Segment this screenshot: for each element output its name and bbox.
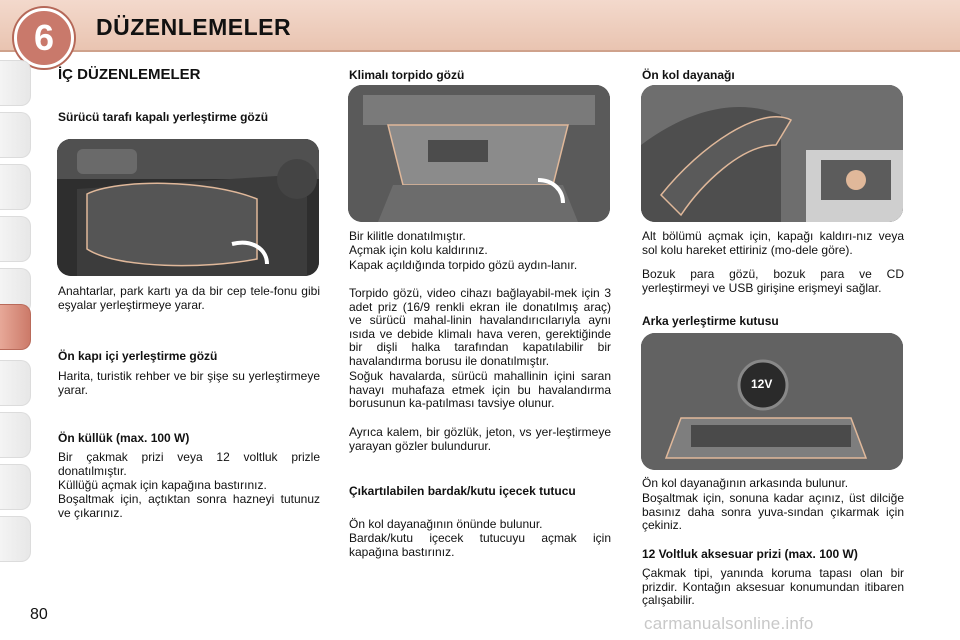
chapter-tab[interactable] xyxy=(0,516,31,562)
rear-storage-text-2: Boşaltmak için, sonuna kadar açınız, üst dilciğe basınız daha sonra yuva-sından çıkarmak için çekiniz. xyxy=(642,491,904,532)
glovebox-text-5: Soğuk havalarda, sürücü mahallinin içini saran havayı muhafaza etmek için bu havalandırma borusunun ka-patılması tavsiye olunur. xyxy=(349,369,611,410)
cup-holder-text-2: Bardak/kutu içecek tutucuyu açmak için kapağına bastırınız. xyxy=(349,531,611,559)
page-number: 80 xyxy=(30,606,48,623)
rear-storage-text-1: Ön kol dayanağının arkasında bulunur. xyxy=(642,476,849,490)
ashtray-text-3: Boşaltmak için, açtıktan sonra hazneyi tutunuz ve çıkarınız. xyxy=(58,492,320,520)
chapter-tab[interactable] xyxy=(0,164,31,210)
armrest-photo xyxy=(641,85,903,222)
armrest-title: Ön kol dayanağı xyxy=(642,68,735,82)
driver-storage-photo xyxy=(57,139,319,276)
socket-12v-label: 12V xyxy=(751,377,773,391)
chapter-number-badge: 6 xyxy=(14,8,74,68)
chapter-tabs xyxy=(0,60,34,580)
glovebox-text-3: Kapak açıldığında torpido gözü aydın-lanır. xyxy=(349,258,578,272)
chapter-tab[interactable] xyxy=(0,112,31,158)
door-storage-title: Ön kapı içi yerleştirme gözü xyxy=(58,349,218,363)
glovebox-photo xyxy=(348,85,610,222)
cup-holder-title: Çıkartılabilen bardak/kutu içecek tutucu xyxy=(349,484,576,498)
chapter-tab[interactable] xyxy=(0,216,31,262)
glovebox-text-4: Torpido gözü, video cihazı bağlayabil-mek için 3 adet priz (16/9 renkli ekran ile donatılmış araç) ve sürücü mahal-linin havalandırıcılarıyla aynı ısıda ve debide klimalı hava veren, gerektiğinde bir dişli halka tarafından kapatılabilir bir havalandırma borusu ile donatılmıştır. xyxy=(349,286,611,368)
section-title: İÇ DÜZENLEMELER xyxy=(58,66,201,83)
chapter-tab[interactable] xyxy=(0,60,31,106)
glovebox-text-1: Bir kilitle donatılmıştır. xyxy=(349,229,466,243)
chapter-title: DÜZENLEMELER xyxy=(96,14,292,40)
ashtray-title: Ön küllük (max. 100 W) xyxy=(58,431,190,445)
rear-storage-photo xyxy=(641,333,903,470)
chapter-tab[interactable] xyxy=(0,412,31,458)
chapter-tab[interactable] xyxy=(0,464,31,510)
header-divider xyxy=(0,50,960,52)
glovebox-title: Klimalı torpido gözü xyxy=(349,68,465,82)
driver-storage-text: Anahtarlar, park kartı ya da bir cep tele-fonu gibi eşyalar yerleştirmeye yarar. xyxy=(58,284,320,312)
chapter-tab[interactable] xyxy=(0,360,31,406)
watermark: carmanualsonline.info xyxy=(644,614,814,633)
cup-holder-text-1: Ön kol dayanağının önünde bulunur. xyxy=(349,517,543,531)
glovebox-text-2: Açmak için kolu kaldırınız. xyxy=(349,243,488,257)
driver-storage-title: Sürücü tarafı kapalı yerleştirme gözü xyxy=(58,110,269,124)
glovebox-text-6: Ayrıca kalem, bir gözlük, jeton, vs yer-leştirmeye yarayan gözler bulundurur. xyxy=(349,425,611,453)
ashtray-text-2: Küllüğü açmak için kapağına bastırınız. xyxy=(58,478,267,492)
ashtray-text-1: Bir çakmak prizi veya 12 voltluk prizle donatılmıştır. xyxy=(58,450,320,478)
armrest-text-2: Bozuk para gözü, bozuk para ve CD yerleştirmeyi ve USB girişine erişmeyi sağlar. xyxy=(642,267,904,295)
rear-storage-title: Arka yerleştirme kutusu xyxy=(642,314,779,328)
socket-text: Çakmak tipi, yanında koruma tapası olan bir prizdir. Kontağın aksesuar konumundan itibaren çalışabilir. xyxy=(642,566,904,607)
socket-title: 12 Voltluk aksesuar prizi (max. 100 W) xyxy=(642,547,858,561)
door-storage-text: Harita, turistik rehber ve bir şişe su yerleştirmeye yarar. xyxy=(58,369,320,397)
armrest-text-1: Alt bölümü açmak için, kapağı kaldırı-nız veya sol kolu hareket ettiriniz (mo-dele göre). xyxy=(642,229,904,257)
chapter-tab-active[interactable] xyxy=(0,304,31,350)
